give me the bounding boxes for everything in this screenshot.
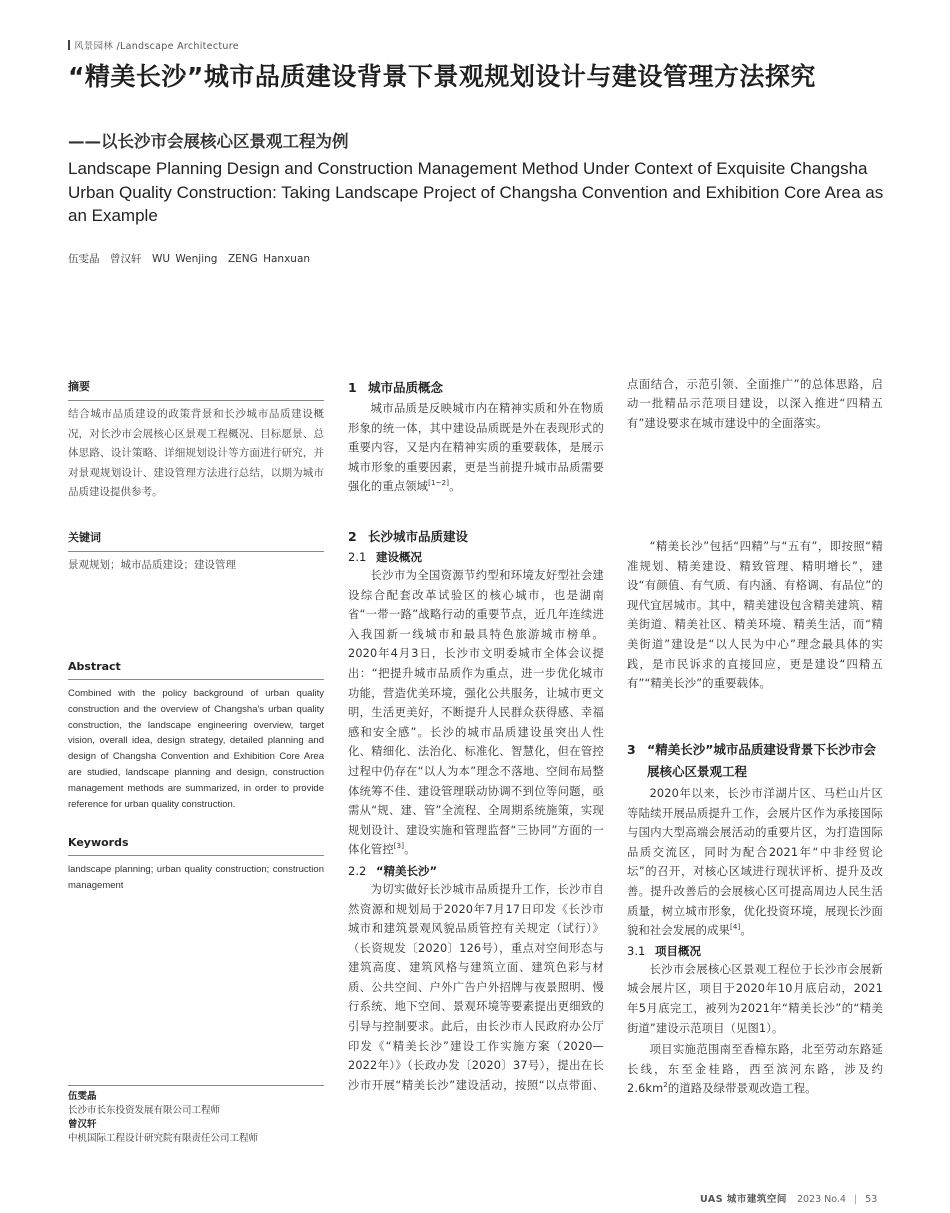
superscript: 2 bbox=[663, 1081, 668, 1090]
subsection-2-2-title: “精美长沙” bbox=[376, 863, 438, 878]
subsection-2-2-continued bbox=[627, 375, 883, 533]
section-label: 风景园林 /Landscape Architecture bbox=[74, 41, 239, 52]
subsection-2-1-text: 长沙市为全国资源节约型和环境友好型社会建设综合配套改革试验区的核心城市，也是湖南省“一带一路”战略行动的重要节点，近几年连续进入我国新一线城市和最具特色旅游城市榜单。2020年4月3日，长沙市文明委城市全体会议提出：“把提升城市品质作为重点，进一步优化城市功能，营造优美环境，强化公共服务，让城市更文明，生活更美好，不断提升人民群众获得感、幸福感和安全感”。长沙的城市品质建设虽突出人性化、精细化、法治化、标准化、智慧化，但在管控过程中仍存在“以人为本”理念不落地、空间布局整体统筹不佳、建设管理联动协调不到位等问题，亟需从“规、建、管”全流程、全周期系统施策，实现规划设计、建设实施和管理监督“三协同”方面的一体化管控 bbox=[348, 569, 604, 857]
subsection-2-1-heading bbox=[348, 549, 604, 565]
divider bbox=[68, 855, 324, 856]
english-title: Landscape Planning Design and Construction Management Method Under Context of Exquisite Changsha Urban Quality Construction: Taking Landscape Project of Changsha Convention and Exhibition Core Area as an Example bbox=[68, 159, 884, 225]
authors: 伍雯晶 曾汉轩 WU Wenjing ZENG Hanxuan bbox=[68, 253, 311, 265]
section-2-title: 长沙城市品质建设 bbox=[368, 529, 469, 544]
page-footer bbox=[700, 1191, 877, 1205]
abstract-cn-text: 结合城市品质建设的政策背景和长沙城市品质建设概况，对长沙市会展核心区景观工程概况、目标愿景、总体思路、设计策略、详细规划设计等方面进行研究，并对景观规划设计、建设管理方法进行总结，以期为城市品质建设提供参考。 bbox=[68, 408, 324, 498]
abstract-cn-label: 摘要 bbox=[68, 380, 90, 393]
punctuation: 。 bbox=[740, 924, 752, 938]
subsection-3-1-heading bbox=[627, 943, 883, 959]
section-1-title: 城市品质概念 bbox=[368, 380, 444, 395]
divider bbox=[68, 679, 324, 680]
subsection-3-1-paragraph-2 bbox=[627, 1040, 883, 1099]
section-2-number: 2 bbox=[348, 529, 357, 544]
author-1-org: 长沙市长东投资发展有限公司工程师 bbox=[68, 1105, 221, 1116]
section-1-heading bbox=[348, 378, 604, 396]
citation: [4] bbox=[730, 923, 741, 932]
author-2-name: 曾汉轩 bbox=[68, 1119, 97, 1130]
footer-separator: | bbox=[853, 1194, 858, 1205]
divider bbox=[68, 1085, 324, 1086]
subsection-2-1-number: 2.1 bbox=[348, 550, 367, 564]
section-3-text: 2020年以来，长沙市洋湖片区、马栏山片区等陆续开展品质提升工作，会展片区作为承接国际与国内大型高端会展活动的重要片区，为打造国际品质交流区，同时为配合2021年“中非经贸论坛”的召开，对核心区域进行现状评析、提升及改善。提升改善后的会展核心区可提高周边人民生活质量，树立城市形象，优化投资环境，展现长沙面貌和社会发展的成果 bbox=[627, 787, 883, 938]
keywords-en bbox=[68, 836, 324, 894]
tag-bar bbox=[68, 40, 70, 50]
section-2-heading bbox=[348, 527, 604, 545]
abstract-en bbox=[68, 660, 324, 812]
subsection-2-2-paragraph-2: “精美长沙”包括“四精”与“五有”，即按照“精准规划、精美建设、精致管理、精明增长”，建设“有颜值、有气质、有内涵、有格调、有品位”的现代宜居城市。其中，精美建设包含精美建筑、精美街道、精美社区、精美环境、精美生活，而“精美街道”建设是“以人民为中心”理念最具体的实践，是市民诉求的直接回应，更是建设“四精五有”“精美长沙”的重要载体。 bbox=[627, 540, 883, 691]
keywords-cn bbox=[68, 529, 324, 576]
subsection-2-2-paragraph bbox=[348, 880, 604, 1096]
keywords-en-label: Keywords bbox=[68, 836, 129, 849]
citation: [1~2] bbox=[428, 479, 450, 488]
column-3 bbox=[627, 375, 883, 694]
section-1-paragraph bbox=[348, 399, 604, 497]
page-subtitle: ——以长沙市会展核心区景观工程为例 bbox=[68, 132, 349, 151]
subsection-3-1-number: 3.1 bbox=[627, 943, 646, 958]
issue-number: 2023 No.4 bbox=[796, 1194, 846, 1205]
abstract-en-label: Abstract bbox=[68, 660, 121, 673]
section-tag bbox=[68, 38, 239, 52]
author-2-org: 中机国际工程设计研究院有限责任公司工程师 bbox=[68, 1133, 259, 1144]
subsection-2-2-number: 2.2 bbox=[348, 863, 367, 878]
punctuation: 。 bbox=[449, 480, 461, 494]
author-1-name: 伍雯晶 bbox=[68, 1091, 97, 1102]
keywords-cn-text: 景观规划；城市品质建设；建设管理 bbox=[68, 559, 236, 571]
subsection-3-1-text-end: 的道路及绿带景观改造工程。 bbox=[667, 1082, 817, 1096]
abstract-cn bbox=[68, 378, 324, 503]
subsection-2-1-paragraph bbox=[348, 566, 604, 860]
section-1 bbox=[348, 378, 604, 497]
affiliations bbox=[68, 1085, 324, 1146]
keywords-en-text: landscape planning; urban quality construction; construction management bbox=[68, 864, 324, 891]
subsection-2-2-heading bbox=[348, 863, 604, 879]
section-1-text: 城市品质是反映城市内在精神实质和外在物质形象的统一体，其中建设品质既是外在表现形式的重要内容，又是内在精神实质的重要载体，是展示城市形象的重要因素，更是当前提升城市品质需要强化的重点领域 bbox=[348, 402, 604, 494]
subsection-3-1-text: 项目实施范围南至香樟东路，北至劳动东路延长线，东至金桂路，西至滨河东路，涉及约2.6km bbox=[627, 1043, 883, 1096]
continued-text: 点面结合，示范引领、全面推广”的总体思路，启动一批精品示范项目建设，以深入推进“四精五有”建设要求在城市建设中的全面落实。 bbox=[627, 377, 883, 430]
abstract-en-text: Combined with the policy background of urban quality construction and the overview of Changsha's urban quality construction, the landscape engineering overview, target vision, overall idea, design strategy, detailed planning and design of Changsha Convention and Exhibition Core Area are studied, landscape planning and design, construction management methods are summarized, in order to provide reference for urban quality construction. bbox=[68, 688, 324, 810]
section-3 bbox=[627, 739, 883, 1099]
subsection-3-1-paragraph: 长沙市会展核心区景观工程位于长沙市会展新城会展片区，项目于2020年10月底启动，2021年5月底完工，被列为2021年“精美长沙”的“精美街道”建设示范项目（见图1）。 bbox=[627, 962, 883, 1035]
divider bbox=[68, 551, 324, 552]
page-title: “精美长沙”城市品质建设背景下景观规划设计与建设管理方法探究 bbox=[68, 62, 816, 91]
subsection-3-1-title: 项目概况 bbox=[655, 943, 701, 958]
section-1-number: 1 bbox=[348, 380, 357, 395]
divider bbox=[68, 400, 324, 401]
keywords-cn-label: 关键词 bbox=[68, 531, 101, 544]
section-2 bbox=[348, 527, 604, 1096]
journal-logo: UAS 城市建筑空间 bbox=[700, 1194, 787, 1205]
section-3-paragraph bbox=[627, 784, 883, 941]
section-3-title: “精美长沙”城市品质建设背景下长沙市会展核心区景观工程 bbox=[647, 742, 876, 779]
citation: [3] bbox=[393, 842, 405, 851]
section-3-heading bbox=[627, 739, 883, 783]
punctuation: 。 bbox=[404, 843, 416, 857]
section-3-number: 3 bbox=[627, 742, 636, 757]
subsection-2-2-text: 为切实做好长沙城市品质提升工作，长沙市自然资源和规划局于2020年7月17日印发《长沙市城市和建筑景观风貌品质管控有关规定（试行）》（长资规发〔2020〕126号），重点对空间形态与建筑高度、建筑风格与建筑立面、建筑色彩与材质、公共空间、户外广告户外招牌与夜景照明、慢行系统、地下空间、景观环境等要素提出更细致的引导与控制要求。此后，由长沙市人民政府办公厅印发《“精美长沙”建设工作实施方案（2020—2022年）》（长政办发〔2020〕37号），提出在长沙市开展“精美长沙”建设活动，按照“以点带面、 bbox=[348, 882, 604, 1092]
subsection-2-1-title: 建设概况 bbox=[376, 550, 422, 564]
page-number: 53 bbox=[865, 1194, 878, 1205]
